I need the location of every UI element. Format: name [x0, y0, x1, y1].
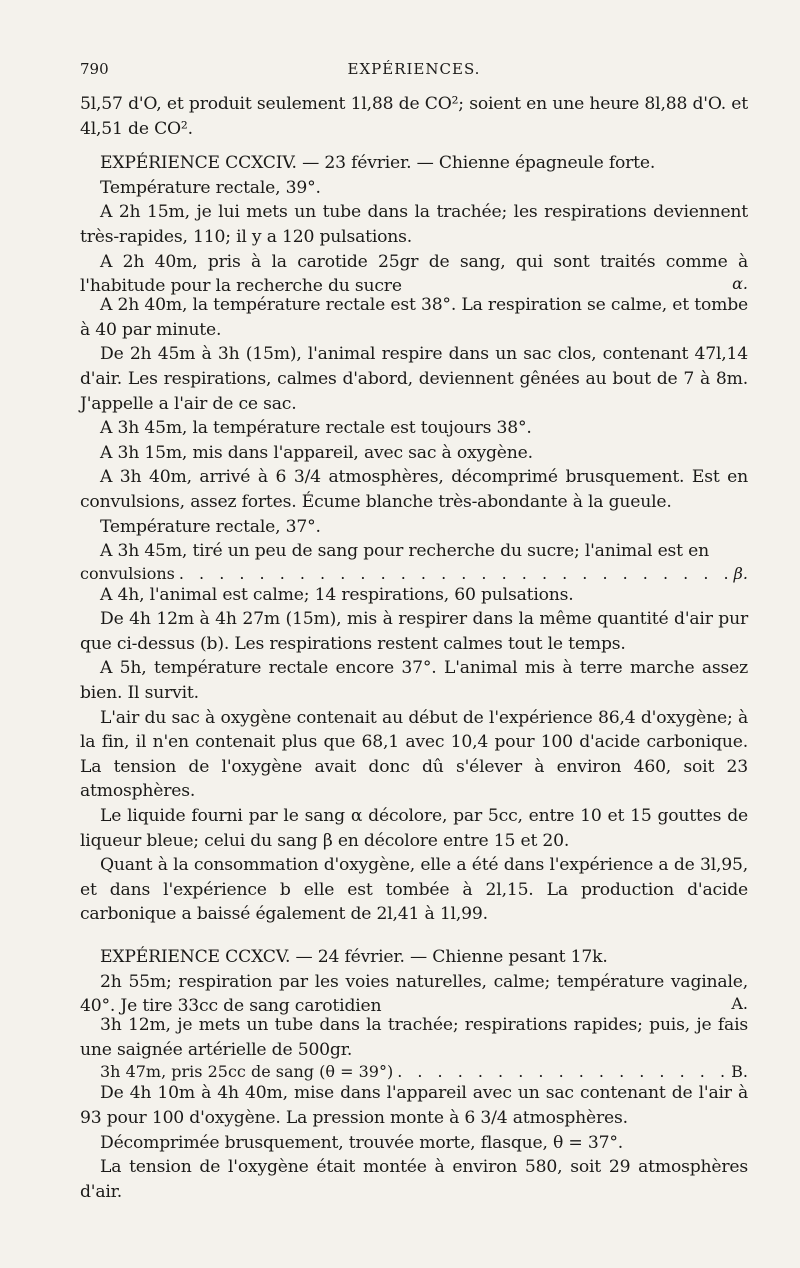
- running-title: EXPÉRIENCES.: [347, 60, 481, 78]
- paragraph: Le liquide fourni par le sang α décolore, par 5cc, entre 10 et 15 gouttes de liqueur bleue; celui du sang β en décolore entre 15 et 20.: [80, 806, 748, 851]
- leader-dots: [393, 1062, 725, 1081]
- paragraph-text: 2h 55m; respiration par les voies naturelles, calme; température vaginale, 40°. Je tire 33cc de sang carotidien: [80, 971, 748, 1017]
- page: [80, 60, 748, 1204]
- paragraph: 3h 12m, je mets un tube dans la trachée; respirations rapides; puis, je fais une saignée artérielle de 500gr.: [80, 1015, 748, 1060]
- leader-text: convulsions: [80, 563, 175, 583]
- paragraph: Température rectale, 37°.: [100, 516, 321, 537]
- paragraph: A 4h, l'animal est calme; 14 respirations, 60 pulsations.: [100, 584, 574, 605]
- leader-dots: [175, 564, 728, 583]
- paragraph: Quant à la consommation d'oxygène, elle a été dans l'expérience a de 3l,95, et dans l'expérience b elle est tombée à 2l,15. La production d'acide carbonique a baissé également de 2l,41 à 1l,99.: [80, 855, 748, 925]
- leader-line: [80, 1062, 748, 1081]
- sample-marker-A: A.: [731, 994, 748, 1014]
- paragraph: A 3h 45m, tiré un peu de sang pour recherche du sucre; l'animal est en: [100, 541, 709, 562]
- paragraph: L'air du sac à oxygène contenait au début de l'expérience 86,4 d'oxygène; à la fin, il n'en contenait plus que 68,1 avec 10,4 pour 100 d'acide carbonique. La tension de l'oxygène avait donc dû s'élever à environ 460, soit 23 atmosphères.: [80, 707, 748, 802]
- paragraph: La tension de l'oxygène était montée à environ 580, soit 29 atmosphères d'air.: [80, 1157, 748, 1202]
- page-header: [80, 60, 748, 82]
- paragraph: Température rectale, 39°.: [100, 177, 321, 198]
- paragraph: De 4h 10m à 4h 40m, mise dans l'appareil avec un sac contenant de l'air à 93 pour 100 d'oxygène. La pression monte à 6 3/4 atmosphères.: [80, 1083, 748, 1128]
- experiment-heading: EXPÉRIENCE CCXCIV. — 23 février. — Chienne épagneule forte.: [100, 153, 656, 174]
- paragraph: A 3h 15m, mis dans l'appareil, avec sac à oxygène.: [100, 442, 533, 463]
- paragraph: A 2h 40m, la température rectale est 38°. La respiration se calme, et tombe à 40 par minute.: [80, 295, 748, 340]
- page-number: 790: [80, 60, 109, 78]
- paragraph: A 3h 45m, la température rectale est toujours 38°.: [100, 418, 532, 439]
- paragraph: A 5h, température rectale encore 37°. L'animal mis à terre marche assez bien. Il survit.: [80, 658, 748, 704]
- paragraph: De 2h 45m à 3h (15m), l'animal respire dans un sac clos, contenant 47l,14 d'air. Les respirations, calmes d'abord, deviennent gênées au bout de 7 à 8m. J'appelle a l'air de ce sac.: [80, 344, 748, 414]
- paragraph-text: A 2h 40m, pris à la carotide 25gr de sang, qui sont traités comme à l'habitude pour la recherche du sucre: [80, 251, 748, 297]
- leader-text: 3h 47m, pris 25cc de sang (θ = 39°): [100, 1062, 394, 1082]
- sample-marker-beta: β.: [733, 563, 748, 583]
- paragraph: 5l,57 d'O, et produit seulement 1l,88 de CO²; soient en une heure 8l,88 d'O. et 4l,51 de CO².: [80, 94, 748, 139]
- paragraph: Décomprimée brusquement, trouvée morte, flasque, θ = 37°.: [100, 1132, 623, 1153]
- paragraph: A 2h 15m, je lui mets un tube dans la trachée; les respirations deviennent très-rapides, 110; il y a 120 pulsations.: [80, 202, 748, 247]
- sample-marker-B: B.: [731, 1062, 748, 1082]
- paragraph: A 3h 40m, arrivé à 6 3/4 atmosphères, décomprimé brusquement. Est en convulsions, assez fortes. Écume blanche très-abondante à la gueule.: [80, 467, 748, 512]
- experiment-heading: EXPÉRIENCE CCXCV. — 24 février. — Chienne pesant 17k.: [100, 947, 608, 967]
- sample-marker-alpha: α.: [732, 274, 748, 294]
- paragraph: De 4h 12m à 4h 27m (15m), mis à respirer dans la même quantité d'air pur que ci-dessus (b). Les respirations restent calmes tout le temps.: [80, 609, 748, 654]
- leader-line: [80, 564, 748, 583]
